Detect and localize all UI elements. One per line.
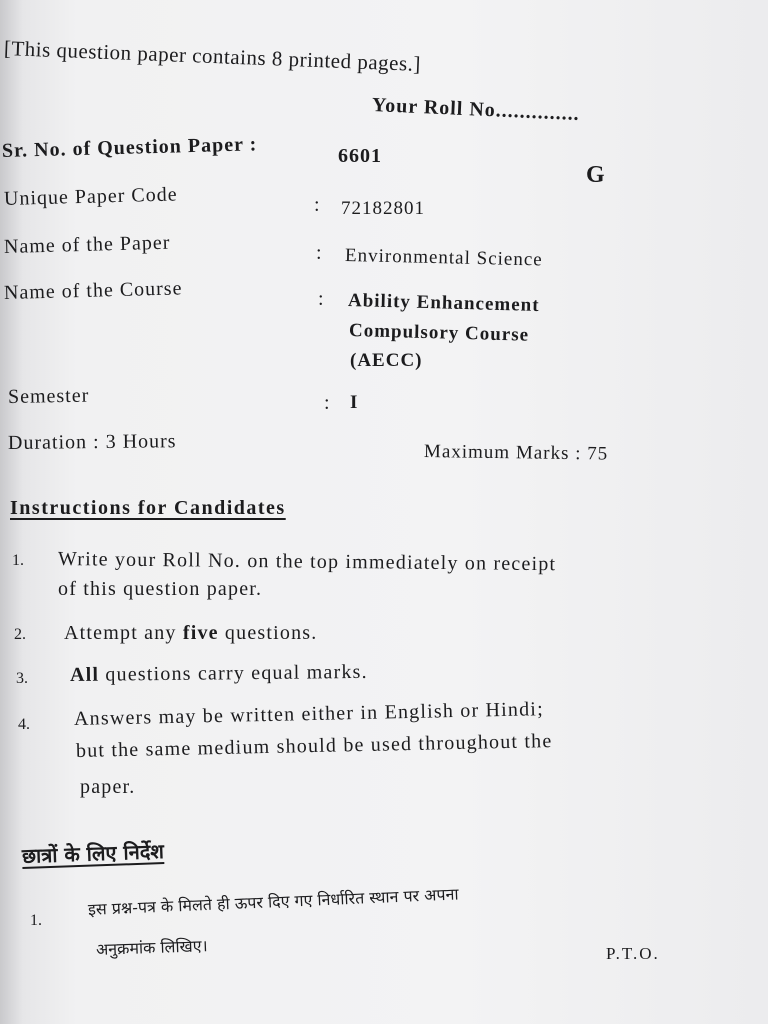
- semester-value: I: [350, 392, 359, 413]
- instruction-number: 3.: [16, 670, 28, 687]
- instruction-1-line-2: of this question paper.: [58, 578, 263, 600]
- unique-code-colon: :: [314, 194, 320, 216]
- paper-name-label: Name of the Paper: [3, 231, 171, 258]
- sr-no-label: Sr. No. of Question Paper :: [1, 133, 258, 162]
- maximum-marks: Maximum Marks : 75: [423, 441, 609, 465]
- semester-label: Semester: [7, 384, 90, 408]
- course-name-line-1: Ability Enhancement: [347, 290, 540, 317]
- semester-colon: :: [324, 392, 330, 414]
- instruction-4-line-3: paper.: [80, 776, 136, 798]
- instruction-3-emphasis: All: [69, 663, 100, 686]
- unique-code-value: 72182801: [341, 198, 425, 219]
- instruction-2-emphasis: five: [182, 622, 219, 644]
- instruction-4-line-1: Answers may be written either in English or Hindi;: [73, 698, 545, 730]
- roll-number-label: Your Roll No..............: [371, 94, 581, 126]
- instruction-2-text: Attempt any: [64, 622, 183, 644]
- printed-pages-note: [This question paper contains 8 printed pages.]: [3, 36, 422, 77]
- course-name-label: Name of the Course: [3, 277, 183, 304]
- paper-name-value: Environmental Science: [344, 245, 543, 271]
- sr-no-value: 6601: [338, 145, 382, 167]
- course-name-line-3: (AECC): [350, 350, 423, 371]
- hindi-instruction-1-line-1: इस प्रश्न-पत्र के मिलते ही ऊपर दिए गए निर्धारित स्थान पर अपना: [87, 884, 459, 919]
- hindi-instruction-1-line-2: अनुक्रमांक लिखिए।: [95, 936, 208, 959]
- instruction-1-line-1: Write your Roll No. on the top immediately on receipt: [57, 548, 557, 576]
- instructions-title: Instructions for Candidates: [10, 497, 286, 519]
- instruction-4-line-2: but the same medium should be used throughout the: [75, 730, 553, 762]
- instruction-number: 4.: [18, 716, 30, 733]
- paper-name-colon: :: [316, 242, 322, 264]
- course-name-line-2: Compulsory Course: [348, 320, 530, 346]
- instruction-2-text-end: questions.: [218, 622, 318, 644]
- instruction-number: 1.: [12, 552, 24, 569]
- course-name-colon: :: [318, 288, 324, 310]
- hindi-instructions-title: छात्रों के लिए निर्देश: [21, 839, 165, 868]
- instruction-2: [64, 618, 318, 648]
- unique-code-label: Unique Paper Code: [3, 183, 178, 210]
- hindi-instruction-number: 1.: [30, 912, 42, 929]
- pto-footer: P.T.O.: [606, 944, 660, 963]
- instruction-3-text: questions carry equal marks.: [99, 660, 368, 686]
- duration: Duration : 3 Hours: [7, 430, 177, 454]
- set-code: G: [586, 162, 605, 188]
- instruction-3: [70, 657, 368, 690]
- instruction-number: 2.: [14, 626, 26, 643]
